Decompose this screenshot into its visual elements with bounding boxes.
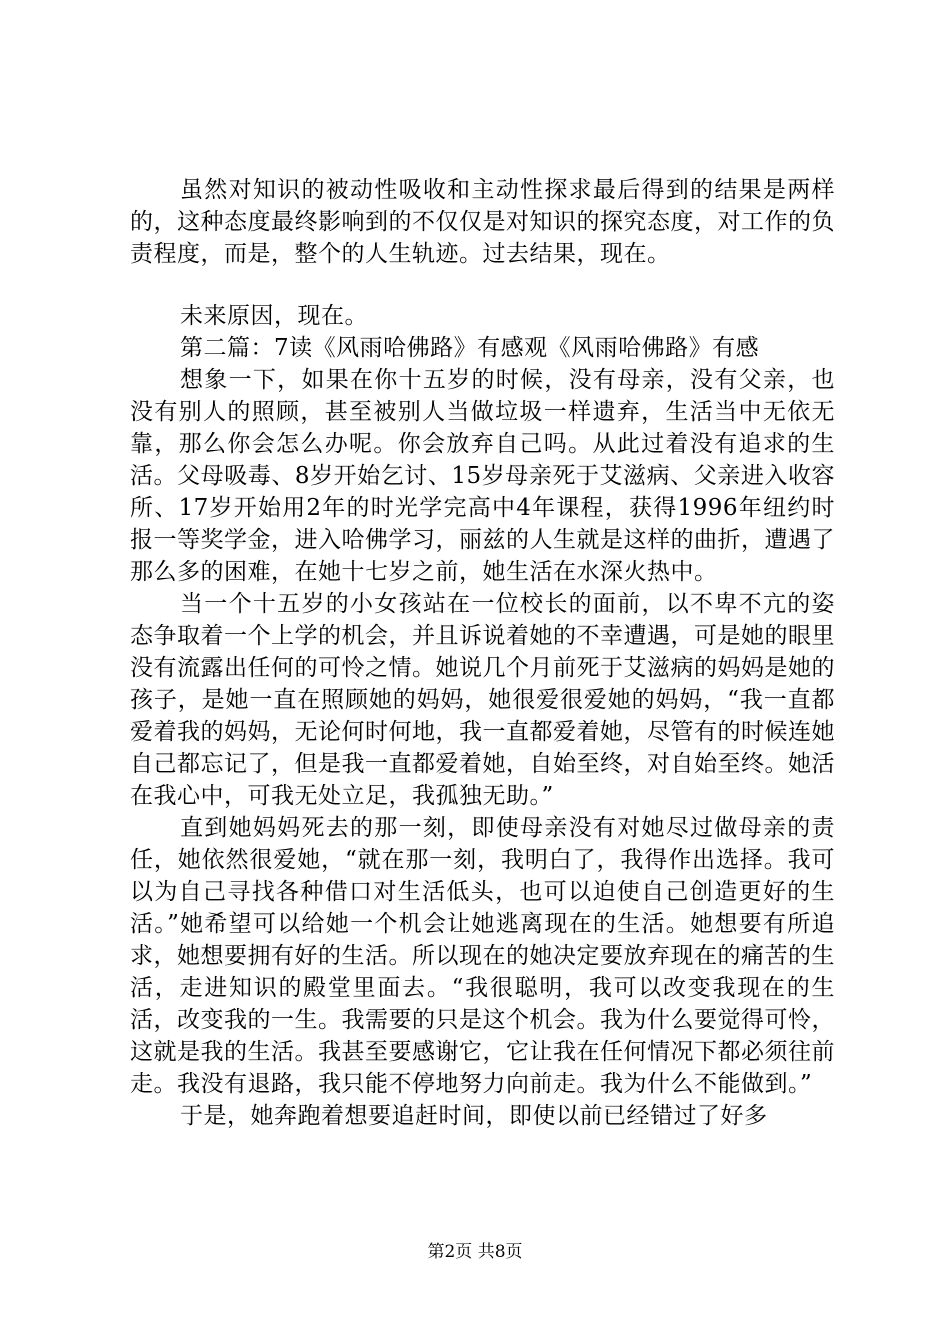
paragraph: 直到她妈妈死去的那一刻，即使母亲没有对她尽过做母亲的责任，她依然很爱她，“就在那一刻，我明白了，我得作出选择。我可以为自己寻找各种借口对生活低头，也可以迫使自己创造更好的生活。”她希望可以给她一个机会让她逃离现在的生活。她想要有所追求，她想要拥有好的生活。所以现在的她决定要放弃现在的痛苦的生活，走进知识的殿堂里面去。“我很聪明，我可以改变我现在的生活，改变我的一生。我需要的只是这个机会。我为什么要觉得可怜，这就是我的生活。我甚至要感谢它，它让我在任何情况下都必须往前走。我没有退路，我只能不停地努力向前走。我为什么不能做到。” [130,815,835,1097]
paragraph: 虽然对知识的被动性吸收和主动性探求最后得到的结果是两样的，这种态度最终影响到的不仅仅是对知识的探究态度，对工作的负责程度，而是，整个的人生轨迹。过去结果，现在。 [130,177,835,267]
paragraph: 当一个十五岁的小女孩站在一位校长的面前，以不卑不亢的姿态争取着一个上学的机会，并且诉说着她的不幸遭遇，可是她的眼里没有流露出任何的可怜之情。她说几个月前死于艾滋病的妈妈是她的孩子，是她一直在照顾她的妈妈，她很爱很爱她的妈妈，“我一直都爱着我的妈妈，无论何时何地，我一直都爱着她，尽管有的时候连她自己都忘记了，但是我一直都爱着她，自始至终，对自始至终。她活在我心中，可我无处立足，我孤独无助。” [130,591,835,809]
page-footer: 第2页 共8页 [427,1242,523,1262]
paragraph: 未来原因，现在。 [180,303,368,329]
document-body [130,174,835,1132]
paragraph: 想象一下，如果在你十五岁的时候，没有母亲，没有父亲，也没有别人的照顾，甚至被别人当做垃圾一样遗弃，生活当中无依无靠，那么你会怎么办呢。你会放弃自己吗。从此过着没有追求的生活。父母吸毒、8岁开始乞讨、15岁母亲死于艾滋病、父亲进入收容所、17岁开始用2年的时光学完高中4年课程，获得1996年纽约时报一等奖学金，进入哈佛学习，丽兹的人生就是这样的曲折，遭遇了那么多的困难，在她十七岁之前，她生活在水深火热中。 [130,367,835,585]
paragraph-gap [130,270,835,300]
section-heading: 第二篇：7读《风雨哈佛路》有感观《风雨哈佛路》有感 [180,335,760,361]
paragraph: 于是，她奔跑着想要追赶时间，即使以前已经错过了好多 [180,1103,768,1129]
